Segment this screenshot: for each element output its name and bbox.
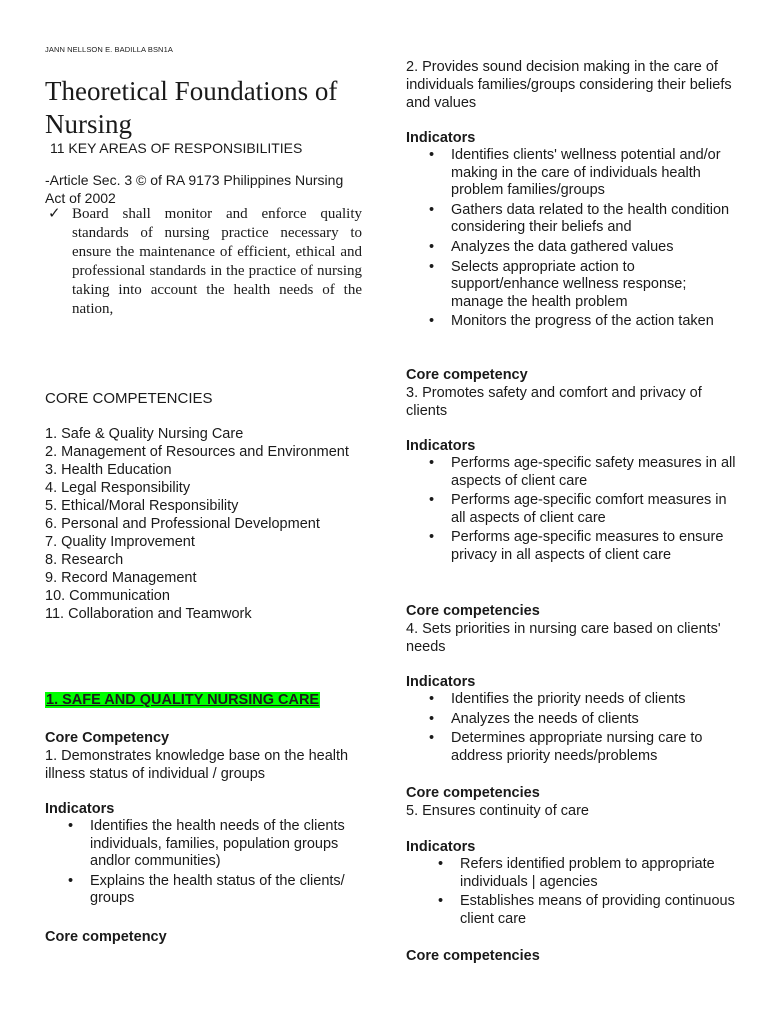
core-competencies-list (45, 425, 370, 623)
indicators-label: Indicators (406, 438, 476, 454)
list-item: • Performs age-specific comfort measures in all aspects of client care (406, 492, 736, 527)
core-competency-text: 5. Ensures continuity of care (406, 803, 589, 819)
core-competency-5 (406, 784, 736, 820)
subtitle: 11 KEY AREAS OF RESPONSIBILITIES (50, 140, 303, 156)
core-competency-label: Core competencies (406, 785, 540, 801)
board-statement-text: Board shall monitor and enforce quality standards of nursing practice necessary to ensure the maintenance of efficient, ethical and professional standards in the practice of nursing taking into account the health needs of the nation, (72, 206, 362, 317)
list-item: • Establishes means of providing continuous client care (406, 893, 736, 928)
indicators-list (406, 856, 736, 928)
indicators-label: Indicators (406, 130, 476, 146)
list-item: • Selects appropriate action to support/enhance wellness response; manage the health problem (406, 259, 736, 312)
core-competency-4 (406, 602, 736, 656)
core-competency-label: Core competency (406, 367, 528, 383)
core-competency-3 (406, 366, 736, 420)
core-competency-1 (45, 729, 375, 783)
core-competency-2-text: 2. Provides sound decision making in the care of individuals families/groups considering their beliefs and values (406, 59, 732, 111)
list-item: • Performs age-specific safety measures in all aspects of client care (406, 455, 736, 490)
list-item: • Refers identified problem to appropriate individuals | agencies (406, 856, 736, 891)
list-item: 7. Quality Improvement (45, 534, 195, 550)
list-item: 9. Record Management (45, 570, 197, 586)
indicators-list (45, 818, 375, 908)
core-competency-text: 1. Demonstrates knowledge base on the health illness status of individual / groups (45, 748, 349, 782)
list-item: • Performs age-specific measures to ensure privacy in all aspects of client care (406, 529, 736, 564)
indicators-list (406, 147, 736, 331)
core-competencies-heading: CORE COMPETENCIES (45, 390, 213, 407)
list-item: 10. Communication (45, 588, 170, 604)
list-item: • Identifies the priority needs of clients (406, 691, 736, 709)
list-item: • Analyzes the needs of clients (406, 711, 736, 729)
indicators-list (406, 691, 736, 765)
indicators-1 (45, 800, 375, 910)
indicators-4 (406, 673, 736, 767)
indicators-label: Indicators (406, 839, 476, 855)
indicators-2 (406, 129, 736, 333)
list-item: 1. Safe & Quality Nursing Care (45, 426, 244, 442)
list-item: • Monitors the progress of the action taken (406, 313, 736, 331)
indicators-3 (406, 437, 736, 567)
list-item: • Identifies clients' wellness potential and/or making in the care of individuals health problem families/groups (406, 147, 736, 200)
check-mark-icon: ✓ (48, 206, 61, 222)
core-competency-label: Core competencies (406, 603, 540, 619)
indicators-5 (406, 838, 736, 930)
list-item: 8. Research (45, 552, 124, 568)
indicators-label: Indicators (45, 801, 115, 817)
core-competency-text: 4. Sets priorities in nursing care based on clients' needs (406, 621, 721, 655)
section-heading-highlighted: 1. SAFE AND QUALITY NURSING CARE (46, 692, 320, 708)
list-item: 6. Personal and Professional Development (45, 516, 320, 532)
list-item: • Explains the health status of the clients/ groups (45, 873, 375, 908)
core-competency-label: Core Competency (45, 730, 170, 746)
core-competency-2-label: Core competency (45, 929, 167, 945)
page-title: Theoretical Foundations of Nursing (45, 76, 338, 140)
list-item: • Gathers data related to the health condition considering their beliefs and (406, 202, 736, 237)
list-item: 3. Health Education (45, 462, 172, 478)
indicators-label: Indicators (406, 674, 476, 690)
core-competency-6-label: Core competencies (406, 948, 540, 964)
list-item: 11. Collaboration and Teamwork (45, 606, 252, 622)
article-reference: -Article Sec. 3 © of RA 9173 Philippines Nursing Act of 2002 (45, 172, 344, 206)
list-item: 2. Management of Resources and Environment (45, 444, 349, 460)
list-item: • Identifies the health needs of the clients individuals, families, population groups andlor communities) (45, 818, 375, 871)
list-item: • Analyzes the data gathered values (406, 239, 736, 257)
indicators-list (406, 455, 736, 565)
list-item: 5. Ethical/Moral Responsibility (45, 498, 239, 514)
list-item: • Determines appropriate nursing care to address priority needs/problems (406, 730, 736, 765)
list-item: 4. Legal Responsibility (45, 480, 191, 496)
author-name: JANN NELLSON E. BADILLA BSN1A (45, 45, 173, 54)
core-competency-text: 3. Promotes safety and comfort and privacy of clients (406, 385, 702, 419)
board-statement (48, 205, 362, 319)
